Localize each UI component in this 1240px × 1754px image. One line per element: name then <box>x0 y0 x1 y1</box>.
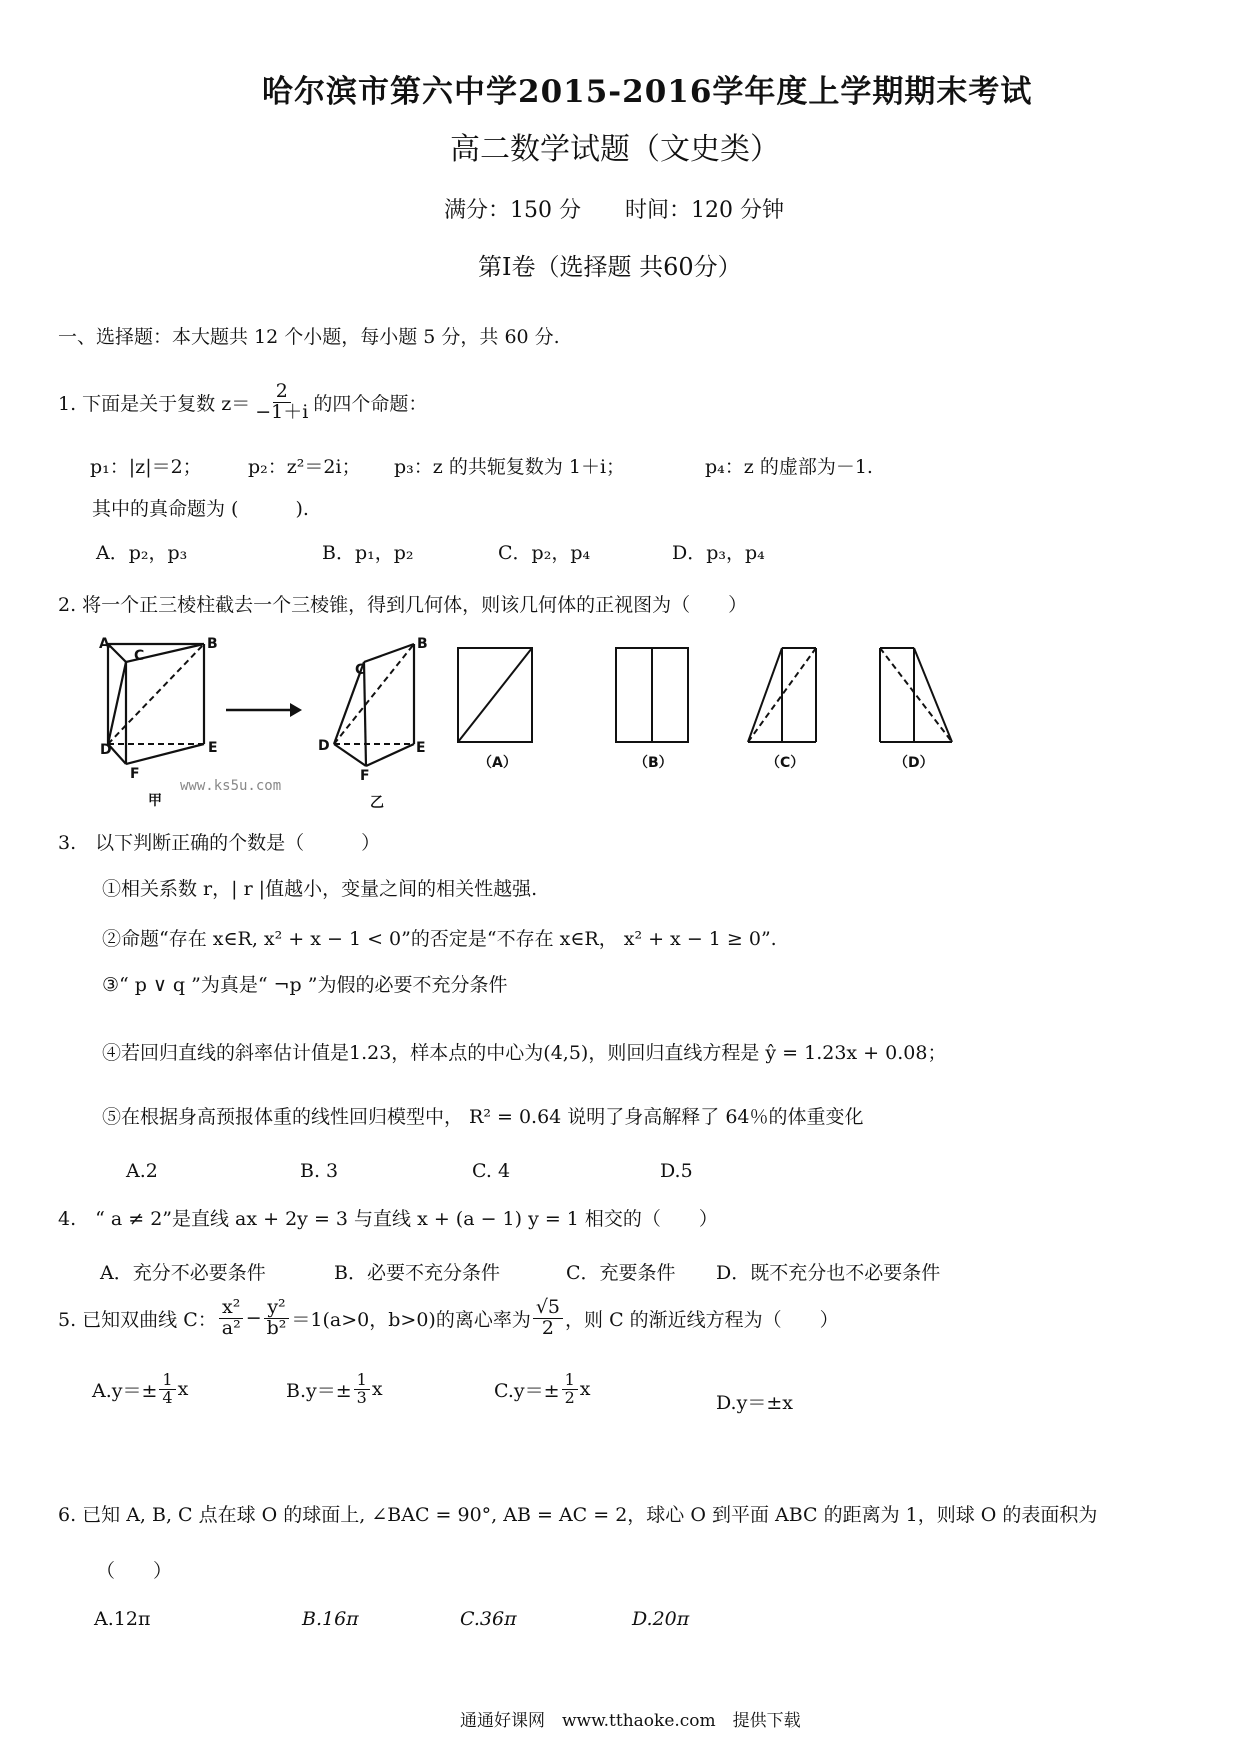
q4-option-c: C．充要条件 <box>566 1262 676 1284</box>
q5-minus: − <box>245 1307 262 1330</box>
q5-b-num: 1 <box>354 1372 370 1390</box>
q5-c-frac <box>562 1372 578 1407</box>
q1-option-a: A．p₂，p₃ <box>96 542 188 564</box>
q1-frac-num: 2 <box>273 382 291 403</box>
q5-fraction-y <box>264 1298 290 1339</box>
q5-b-post: x <box>371 1378 383 1401</box>
exam-title: 哈尔滨市第六中学2015-2016学年度上学期期末考试 <box>262 74 1033 110</box>
view-label-a: （A） <box>478 755 517 771</box>
q5-option-d: D.y＝±x <box>716 1392 793 1414</box>
jia-caption: 甲 <box>148 793 162 809</box>
q6-option-a: A.12π <box>94 1608 151 1630</box>
q1-frac-den: −1＋i <box>255 400 309 423</box>
view-option-b <box>614 646 694 746</box>
question-1-stem <box>58 382 427 423</box>
q1-option-d: D．p₃，p₄ <box>672 542 765 564</box>
question-3-stem: 3. 以下判断正确的个数是（ ） <box>58 832 381 854</box>
q4-option-b: B．必要不充分条件 <box>334 1262 500 1284</box>
view-option-a <box>456 646 536 746</box>
q5-c-pre: C.y＝± <box>494 1379 560 1402</box>
q5-f3-den: 2 <box>541 1316 554 1339</box>
q5-middle: ＝1(a>0，b>0)的离心率为 <box>291 1308 531 1331</box>
q3-option-d: D.5 <box>660 1160 693 1182</box>
exam-subtitle: 高二数学试题（文史类） <box>450 132 780 167</box>
page-footer: 通通好课网 www.tthaoke.com 提供下载 <box>460 1711 801 1731</box>
jia-label-f: F <box>130 766 140 782</box>
q3-item-1: ①相关系数 r，| r |值越小，变量之间的相关性越强. <box>102 878 538 900</box>
q1-option-c: C．p₂，p₄ <box>498 542 591 564</box>
view-label-c: （C） <box>766 755 805 771</box>
view-option-d <box>876 646 960 746</box>
q5-fraction-e <box>533 1298 563 1339</box>
view-option-c <box>746 646 826 746</box>
q5-c-den: 2 <box>564 1387 575 1407</box>
exam-meta: 满分：150 分 时间：120 分钟 <box>444 198 784 223</box>
q5-c-post: x <box>579 1378 591 1401</box>
jia-label-a: A <box>99 636 110 652</box>
q5-f2-den: b² <box>266 1316 287 1339</box>
yi-label-b: B <box>417 636 428 652</box>
q5-c-num: 1 <box>562 1372 578 1390</box>
q5-b-frac <box>354 1372 370 1407</box>
q5-a-pre: A.y＝± <box>92 1379 158 1402</box>
q1-fraction <box>252 382 311 423</box>
yi-caption: 乙 <box>370 795 384 811</box>
view-label-b: （B） <box>634 755 673 771</box>
figure-prism-jia <box>96 636 226 786</box>
yi-label-e: E <box>416 740 426 756</box>
question-6-stem: 6. 已知 A, B, C 点在球 O 的球面上, ∠BAC = 90°, AB = AC = 2，球心 O 到平面 ABC 的距离为 1，则球 O 的表面积为 <box>58 1504 1098 1526</box>
yi-label-f: F <box>360 768 370 784</box>
q1-proposition-2: p₂：z²＝2i； <box>248 456 361 478</box>
q5-f3-num: √5 <box>533 1298 563 1319</box>
jia-label-c: C <box>134 648 145 664</box>
q1-suffix: 的四个命题： <box>313 392 428 415</box>
q5-option-c <box>494 1372 590 1407</box>
q5-f2-num: y² <box>264 1298 288 1319</box>
q5-a-post: x <box>177 1378 189 1401</box>
q6-option-c: C.36π <box>460 1608 517 1630</box>
q5-b-pre: B.y＝± <box>286 1379 352 1402</box>
q3-item-5: ⑤在根据身高预报体重的线性回归模型中， R² = 0.64 说明了身高解释了 64％的体重变化 <box>102 1106 864 1128</box>
q1-prefix: 1. 下面是关于复数 z＝ <box>58 392 251 415</box>
watermark-text: www.ks5u.com <box>180 778 282 794</box>
q4-option-a: A．充分不必要条件 <box>100 1262 266 1284</box>
q5-option-a <box>92 1372 188 1407</box>
jia-label-d: D <box>100 742 112 758</box>
q3-item-2: ②命题“存在 x∈R, x² + x − 1 < 0”的否定是“不存在 x∈R， x² + x − 1 ≥ 0”. <box>102 928 777 950</box>
q3-option-c: C. 4 <box>472 1160 511 1182</box>
jia-label-b: B <box>207 636 218 652</box>
q5-b-den: 3 <box>356 1387 367 1407</box>
q3-item-4: ④若回归直线的斜率估计值是1.23，样本点的中心为(4,5)，则回归直线方程是 ŷ = 1.23x + 0.08； <box>102 1042 947 1064</box>
question-5-stem <box>58 1298 839 1339</box>
q5-suffix: ，则 C 的渐近线方程为（ ） <box>565 1308 839 1331</box>
view-label-d: （D） <box>894 755 934 771</box>
q3-item-3: ③“ p ∨ q ”为真是“ ¬p ”为假的必要不充分条件 <box>102 974 508 996</box>
section-heading: 一、选择题：本大题共 12 个小题，每小题 5 分，共 60 分. <box>58 326 560 348</box>
q1-proposition-1: p₁：|z|＝2； <box>90 456 202 478</box>
q5-f1-num: x² <box>219 1298 243 1319</box>
q5-f1-den: a² <box>221 1316 241 1339</box>
q5-fraction-x <box>219 1298 244 1339</box>
q1-proposition-3: p₃：z 的共轭复数为 1＋i； <box>394 456 626 478</box>
q5-prefix: 5. 已知双曲线 C： <box>58 1308 217 1331</box>
question-4-stem: 4. “ a ≠ 2”是直线 ax + 2y = 3 与直线 x + (a − 1) y = 1 相交的（ ） <box>58 1208 718 1230</box>
q5-a-frac <box>159 1372 175 1407</box>
q6-option-d: D.20π <box>632 1608 690 1630</box>
yi-label-d: D <box>318 738 330 754</box>
yi-label-c: C <box>355 662 366 678</box>
q5-a-den: 4 <box>162 1387 173 1407</box>
q5-a-num: 1 <box>159 1372 175 1390</box>
q3-option-b: B. 3 <box>300 1160 339 1182</box>
jia-label-e: E <box>208 740 218 756</box>
figure-solid-yi <box>326 636 436 786</box>
q6-option-b: B.16π <box>302 1608 359 1630</box>
volume-title: 第Ⅰ卷（选择题 共60分） <box>478 253 742 281</box>
q1-option-b: B．p₁，p₂ <box>322 542 414 564</box>
question-2-stem: 2. 将一个正三棱柱截去一个三棱锥，得到几何体，则该几何体的正视图为（ ） <box>58 594 748 616</box>
q5-option-b <box>286 1372 383 1407</box>
q1-proposition-4: p₄：z 的虚部为－1. <box>705 456 873 478</box>
q3-option-a: A.2 <box>126 1160 158 1182</box>
arrow-icon <box>224 700 304 720</box>
q4-option-d: D．既不充分也不必要条件 <box>716 1262 941 1284</box>
q6-blank: （ ） <box>96 1560 173 1582</box>
q1-ask: 其中的真命题为 ( ). <box>92 498 309 520</box>
